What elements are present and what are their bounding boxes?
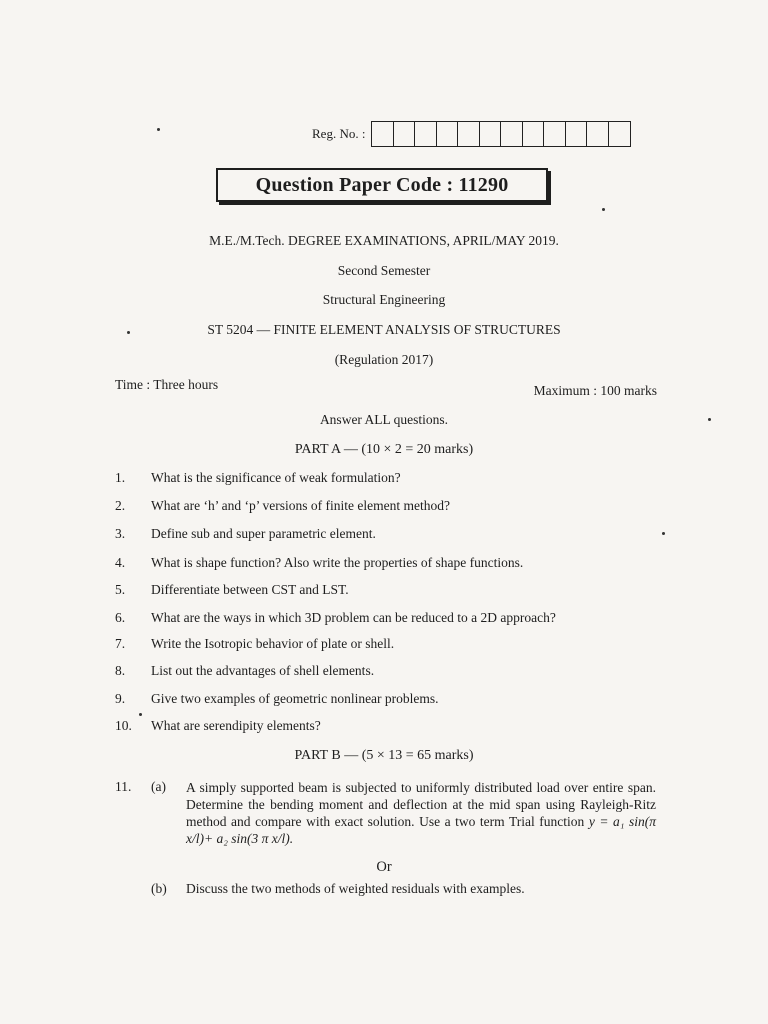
reg-no-box — [394, 122, 416, 146]
reg-no-box — [437, 122, 459, 146]
question-number: 9. — [115, 691, 126, 706]
reg-no-box — [609, 122, 631, 146]
question-number: 3. — [115, 526, 126, 541]
question-11-number: 11. — [115, 779, 132, 794]
branch: Structural Engineering — [322, 292, 446, 307]
question-11a-body: A simply supported beam is subjected to uniformly distributed load over entire span. Determine the bending moment and deflection at the mid span using Rayleigh-Ritz method and compare with exact solution. Use a two term Trial function — [186, 780, 656, 829]
question-number: 2. — [115, 498, 126, 513]
question-paper-code: Question Paper Code : 11290 — [255, 173, 509, 196]
maximum-marks: Maximum : 100 marks — [533, 383, 657, 398]
question-text: Define sub and super parametric element. — [151, 526, 376, 541]
reg-no-box — [501, 122, 523, 146]
reg-no-box — [415, 122, 437, 146]
scan-speck — [662, 532, 665, 535]
semester: Second Semester — [337, 263, 431, 278]
reg-no — [312, 121, 631, 147]
question-number: 8. — [115, 663, 126, 678]
scan-speck — [127, 331, 130, 334]
question-text: Give two examples of geometric nonlinear problems. — [151, 691, 439, 706]
course-title: ST 5204 — FINITE ELEMENT ANALYSIS OF STRUCTURES — [207, 322, 561, 337]
question-text: What is shape function? Also write the properties of shape functions. — [151, 555, 524, 570]
reg-no-box — [523, 122, 545, 146]
scan-speck — [157, 128, 160, 131]
regulation: (Regulation 2017) — [334, 352, 434, 367]
scan-speck — [139, 713, 142, 716]
question-text: What are ‘h’ and ‘p’ versions of finite element method? — [151, 498, 451, 513]
question-11b-label: (b) — [151, 881, 167, 896]
question-number: 5. — [115, 582, 126, 597]
question-number: 1. — [115, 470, 126, 485]
question-text: What is the significance of weak formulation? — [151, 470, 401, 485]
question-paper-code-box — [216, 168, 548, 202]
part-a-title: PART A — (10 × 2 = 20 marks) — [294, 442, 474, 457]
question-text: Differentiate between CST and LST. — [151, 582, 349, 597]
question-11b-text: Discuss the two methods of weighted residuals with examples. — [186, 881, 525, 896]
part-b-title: PART B — (5 × 13 = 65 marks) — [294, 748, 474, 763]
question-number: 7. — [115, 636, 126, 651]
question-text: What are the ways in which 3D problem can be reduced to a 2D approach? — [151, 610, 556, 625]
question-11a-text — [186, 779, 656, 847]
reg-no-boxes — [371, 121, 631, 147]
exam-title: M.E./M.Tech. DEGREE EXAMINATIONS, APRIL/MAY 2019. — [209, 233, 559, 248]
time-allowed: Time : Three hours — [115, 377, 219, 392]
question-text: What are serendipity elements? — [151, 718, 321, 733]
instruction: Answer ALL questions. — [319, 412, 449, 427]
reg-no-box — [587, 122, 609, 146]
reg-no-box — [566, 122, 588, 146]
question-number: 6. — [115, 610, 126, 625]
trial-function-equation: y = a₁ sin(π x/l)+ a₂ sin(3 π x/l). — [186, 814, 656, 846]
question-11a-label: (a) — [151, 779, 166, 794]
reg-no-box — [458, 122, 480, 146]
question-text: Write the Isotropic behavior of plate or shell. — [151, 636, 395, 651]
reg-no-box — [372, 122, 394, 146]
reg-no-label: Reg. No. : — [312, 126, 366, 141]
reg-no-box — [480, 122, 502, 146]
scan-speck — [708, 418, 711, 421]
question-number: 4. — [115, 555, 126, 570]
question-number: 10. — [115, 718, 132, 733]
reg-no-box — [544, 122, 566, 146]
or-separator: Or — [376, 859, 392, 875]
question-text: List out the advantages of shell elements. — [151, 663, 375, 678]
scan-speck — [602, 208, 605, 211]
